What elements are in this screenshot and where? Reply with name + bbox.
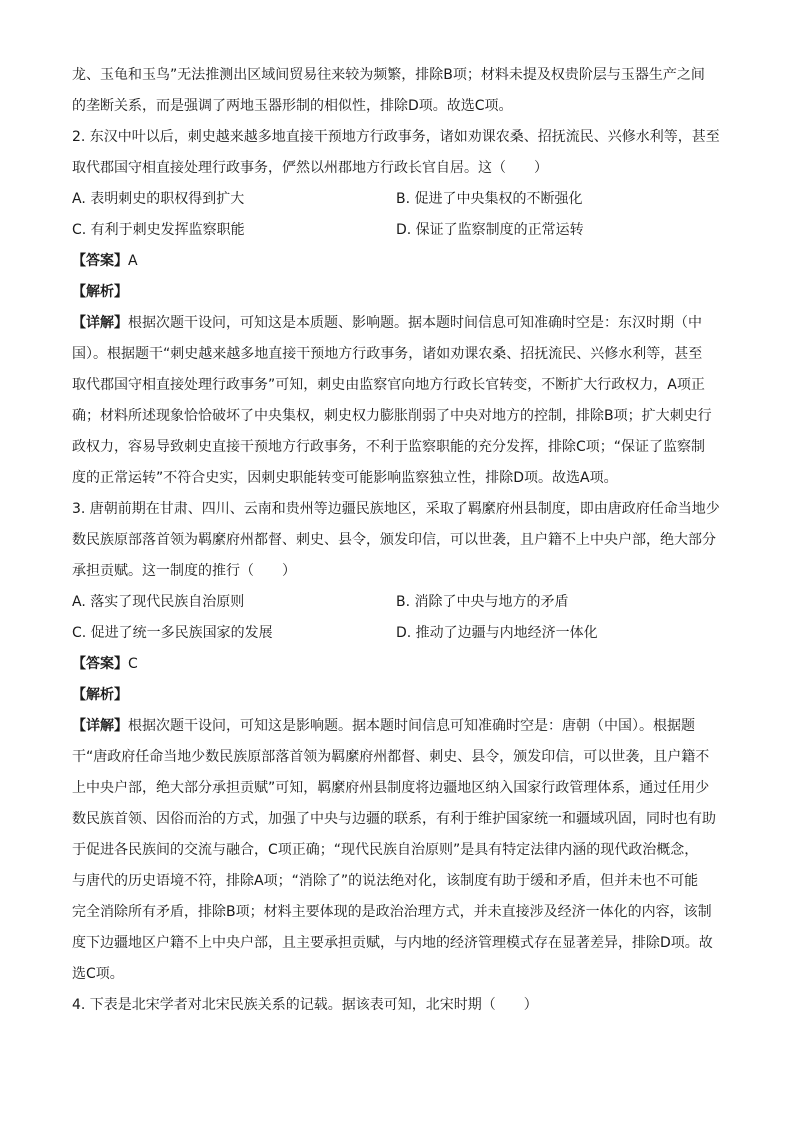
answer-value: A <box>128 253 138 269</box>
q2-stem: 取代郡国守相直接处理行政事务，俨然以州郡地方行政长官自居。这（ ） <box>72 160 548 176</box>
q2-analysis <box>72 277 724 308</box>
q3-detail: 干“唐政府任命当地少数民族原部落首领为羁縻府州都督、刺史、县令，颁发印信，可以世袭，且户籍不 <box>72 749 710 765</box>
q2-detail: 确；材料所述现象恰恰破坏了中央集权，刺史权力膨胀削弱了中央对地方的控制，排除B项；扩大刺史行 <box>72 408 712 424</box>
analysis-tag: 【解析】 <box>72 687 128 703</box>
q3-detail <box>72 711 724 742</box>
q2-detail: 国）。根据题干“刺史越来越多地直接干预地方行政事务，诸如劝课农桑、招抚流民、兴修水利等，甚至 <box>72 346 703 362</box>
q2-detail <box>72 308 724 339</box>
q2-option-a: A. 表明刺史的职权得到扩大 <box>72 191 245 207</box>
q3-options <box>72 587 724 649</box>
document-page <box>72 60 724 1021</box>
q3-detail: 数民族首领、因俗而治的方式，加强了中央与边疆的联系，有利于维护国家统一和疆域巩固，同时也有助 <box>72 811 716 827</box>
answer-value: C <box>128 656 138 672</box>
q2-option-b: B. 促进了中央集权的不断强化 <box>396 191 583 207</box>
q2-option-d: D. 保证了监察制度的正常运转 <box>396 222 584 238</box>
q3-option-b: B. 消除了中央与地方的矛盾 <box>396 594 569 610</box>
q3-analysis <box>72 680 724 711</box>
q3-option-d: D. 推动了边疆与内地经济一体化 <box>396 625 598 641</box>
answer-tag: 【答案】 <box>72 656 128 672</box>
q4-stem: 4. 下表是北宋学者对北宋民族关系的记载。据该表可知，北宋时期（ ） <box>72 997 538 1013</box>
q3-stem: 承担贡赋。这一制度的推行（ ） <box>72 563 296 579</box>
q2-stem: 2. 东汉中叶以后，刺史越来越多地直接干预地方行政事务，诸如劝课农桑、招抚流民、兴修水利等，甚至 <box>72 129 720 145</box>
q3-stem: 数民族原部落首领为羁縻府州都督、刺史、县令，颁发印信，可以世袭，且户籍不上中央户部，绝大部分 <box>72 532 716 548</box>
q3-detail: 选C项。 <box>72 966 124 982</box>
q3-answer <box>72 649 724 680</box>
q3-option-c: C. 促进了统一多民族国家的发展 <box>72 625 273 641</box>
q3-detail: 度下边疆地区户籍不上中央户部，且主要承担贡赋，与内地的经济管理模式存在显著差异，排除D项。故 <box>72 935 713 951</box>
q2-detail: 取代郡国守相直接处理行政事务”可知，刺史由监察官向地方行政长官转变，不断扩大行政权力，A项正 <box>72 377 705 393</box>
q3-detail: 与唐代的历史语境不符，排除A项；“消除了”的说法绝对化，该制度有助于缓和矛盾，但并未也不可能 <box>72 873 699 889</box>
answer-tag: 【答案】 <box>72 253 128 269</box>
intro-line: 龙、玉龟和玉鸟”无法推测出区域间贸易往来较为频繁，排除B项；材料未提及权贵阶层与玉器生产之间 <box>72 67 705 83</box>
detail-tag: 【详解】 <box>72 315 128 331</box>
analysis-tag: 【解析】 <box>72 284 128 300</box>
q3-detail: 完全消除所有矛盾，排除B项；材料主要体现的是政治治理方式，并未直接涉及经济一体化的内容，该制 <box>72 904 712 920</box>
q3-stem: 3. 唐朝前期在甘肃、四川、云南和贵州等边疆民族地区，采取了羁縻府州县制度，即由唐政府任命当地少 <box>72 501 720 517</box>
q2-detail: 度的正常运转”不符合史实，因刺史职能转变可能影响监察独立性，排除D项。故选A项。 <box>72 470 618 486</box>
intro-line: 的垄断关系，而是强调了两地玉器形制的相似性，排除D项。故选C项。 <box>72 98 513 114</box>
q2-detail: 政权力，容易导致刺史直接干预地方行政事务，不利于监察职能的充分发挥，排除C项；“保证了监察制 <box>72 439 706 455</box>
q2-option-c: C. 有利于刺史发挥监察职能 <box>72 222 245 238</box>
detail-text: 根据次题干设问，可知这是影响题。据本题时间信息可知准确时空是：唐朝（中国）。根据题 <box>128 718 695 734</box>
detail-text: 根据次题干设问，可知这是本质题、影响题。据本题时间信息可知准确时空是：东汉时期（中 <box>128 315 702 331</box>
q3-detail: 上中央户部，绝大部分承担贡赋”可知，羁縻府州县制度将边疆地区纳入国家行政管理体系，通过任用少 <box>72 780 710 796</box>
detail-tag: 【详解】 <box>72 718 128 734</box>
q2-options <box>72 184 724 246</box>
q2-answer <box>72 246 724 277</box>
q3-detail: 于促进各民族间的交流与融合，C项正确；“现代民族自治原则”是具有特定法律内涵的现代政治概念， <box>72 842 699 858</box>
q3-option-a: A. 落实了现代民族自治原则 <box>72 594 245 610</box>
